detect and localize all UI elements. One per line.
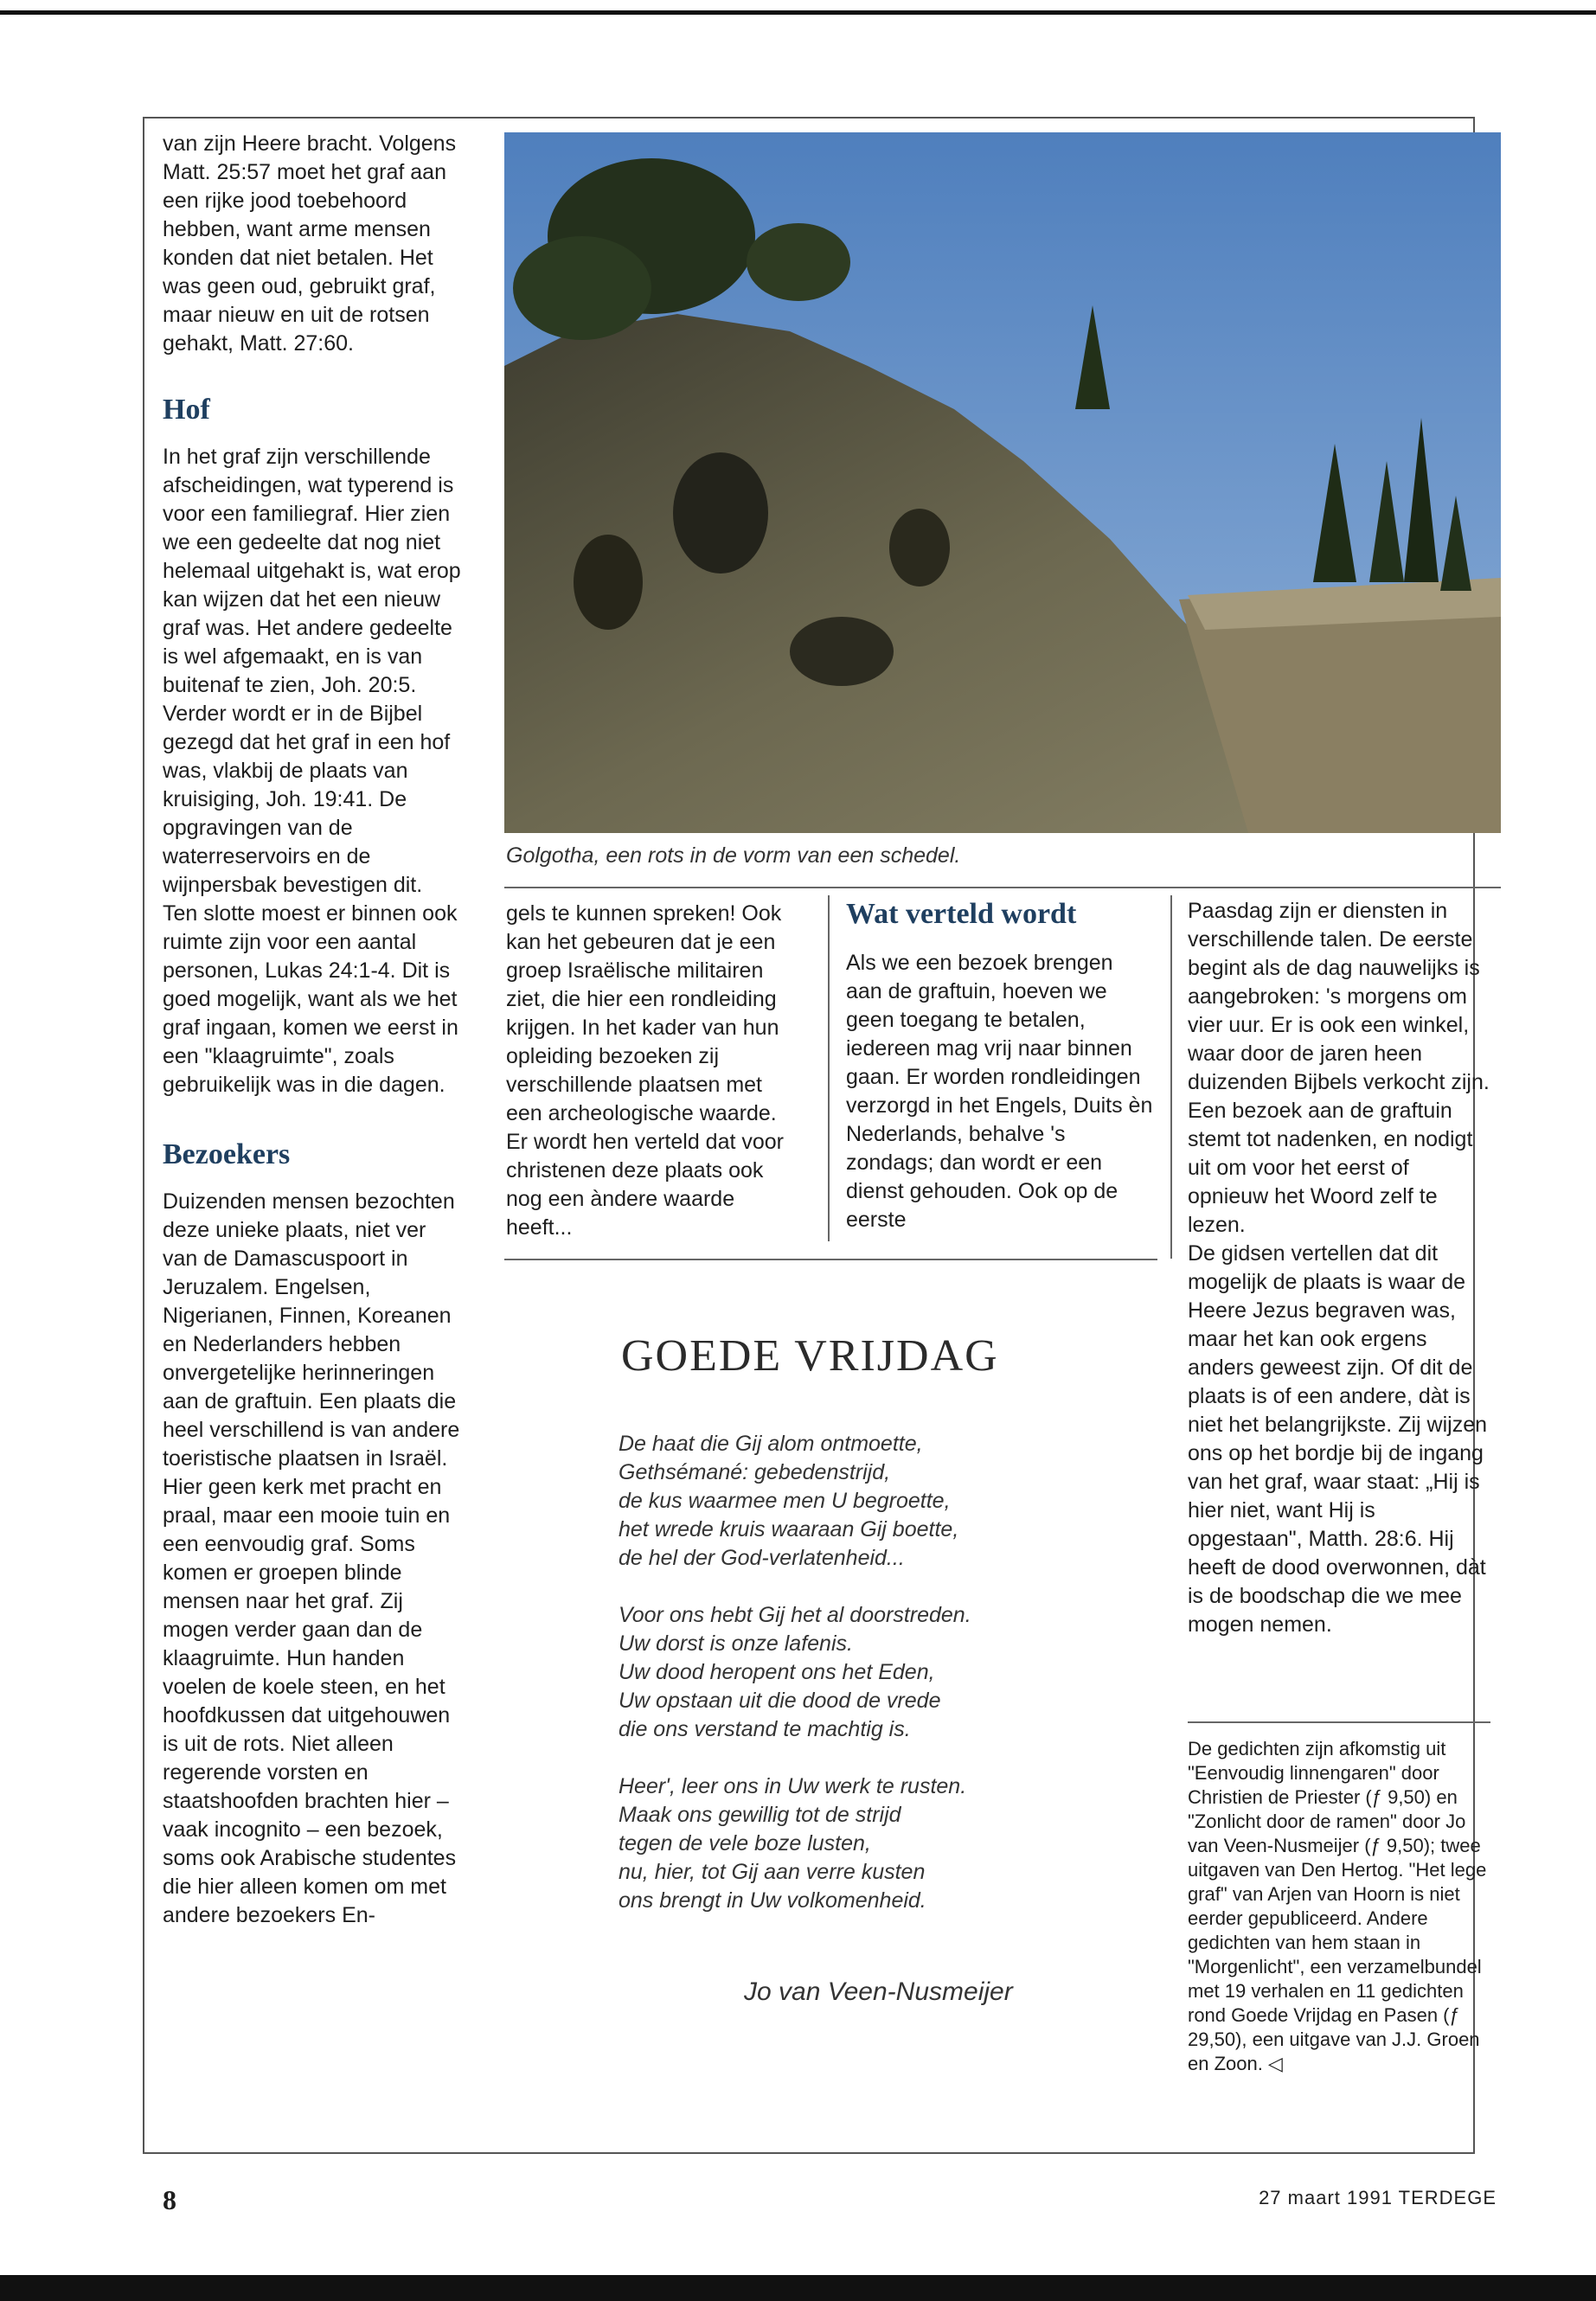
bezoekers-paragraph: Duizenden mensen bezochten deze unieke plaats, niet ver van de Damascuspoort in Jeruzalem. Engelsen, Nigerianen, Finnen, Koreanen en Nederlanders hebben onvergetelijke herinneringen aan de graftuin. Een plaats die heel verschillend is van andere toeristische plaatsen in Israël. Hier geen kerk met pracht en praal, maar een mooie tuin en een eenvoudig graf. Soms komen er groepen blinde mensen naar het graf. Zij mogen verder gaan dan de klaagruimte. Hun handen voelen de koele steen, en het hoofdkussen dat uitgehouwen is uit de rots. Niet alleen regerende vorsten en staatshoofden brachten hier – vaak incognito – een bezoek, soms ook Arabische studentes die hier alleen komen om met andere bezoekers En- [163,1189,460,1927]
poem-title: GOEDE VRIJDAG [621,1331,999,1381]
column-divider-3-4 [1170,895,1172,1259]
page-number: 8 [163,2184,176,2215]
poem-line: Gethsémané: gebedenstrijd, [619,1460,891,1484]
poem-author: Jo van Veen-Nusmeijer [744,1977,1013,2006]
poem-line: de hel der God-verlatenheid... [619,1546,905,1570]
poem-line: ons brengt in Uw volkomenheid. [619,1888,926,1913]
column-4-paragraph-1: Paasdag zijn er diensten in verschillende talen. De eerste begint als de dag nauwelijks is aangebroken: 's morgens om vier uur. Er is ook een winkel, waar door de jaren heen duizenden Bijbels verkocht zijn. Een bezoek aan de graftuin stemt tot nadenken, en nodigt uit om voor het eerst of opnieuw het Woord zelf te lezen. [1188,899,1490,1237]
heading-bezoekers: Bezoekers [163,1138,291,1170]
poem-line: Uw dorst is onze lafenis. [619,1631,853,1656]
hof-paragraph-2: Ten slotte moest er binnen ook ruimte zijn voor een aantal personen, Lukas 24:1-4. Dit is goed mogelijk, want als we het graf ingaan, komen we eerst in een "klaagruimte", zoals gebruikelijk was in die dagen. [163,901,458,1097]
poem-line: die ons verstand te machtig is. [619,1717,911,1741]
photo-caption: Golgotha, een rots in de vorm van een schedel. [506,843,961,868]
poem-line: De haat die Gij alom ontmoette, [619,1432,923,1456]
heading-wat-verteld-wordt: Wat verteld wordt [846,898,1077,930]
column-3 [846,897,1153,1234]
poem-sources-note: De gedichten zijn afkomstig uit "Eenvoudig linnengaren" door Christien de Priester (ƒ 9,50) en "Zonlicht door de ramen" door Jo van Veen-Nusmeijer (ƒ 9,50); twee uitgaven van Den Hertog. "Het lege graf" van Arjen van Hoorn is niet eerder gepubliceerd. Andere gedichten van hem staan in "Morgenlicht", een verzamelbundel met 19 verhalen en 11 gedichten rond Goede Vrijdag en Pasen (ƒ 29,50), een uitgave van J.J. Groen en Zoon. ◁ [1188,1738,1487,2074]
heading-hof: Hof [163,394,210,426]
publication-date: 27 maart 1991 TERDEGE [1259,2187,1497,2208]
poem-body [619,1430,1138,1944]
hof-paragraph-1: In het graf zijn verschillende afscheidingen, wat typerend is voor een familiegraf. Hier zien we een gedeelte dat nog niet helemaal uitgehakt is, wat erop kan wijzen dat het een nieuw graf was. Het andere gedeelte is wel afgemaakt, en is van buitenaf te zien, Joh. 20:5. Verder wordt er in de Bijbel gezegd dat het graf in een hof was, vlakbij de plaats van kruisiging, Joh. 19:41. De opgravingen van de waterreservoirs en de wijnpersbak bevestigen dit. [163,445,461,897]
column-1 [163,130,465,1930]
poem-line: nu, hier, tot Gij aan verre kusten [619,1860,926,1884]
poem-line: tegen de vele boze lusten, [619,1831,871,1856]
column-2-text: gels te kunnen spreken! Ook kan het gebeuren dat je een groep Israëlische militairen ziet, die hier een rondleiding krijgen. In het kader van hun opleiding bezoeken zij verschillende plaatsen met een archeologische waarde. Er wordt hen verteld dat voor christenen deze plaats ook nog een àndere waarde heeft... [506,901,784,1240]
poem-top-rule [504,1259,1157,1260]
poem-stanza-2 [619,1601,1138,1744]
poem-line: Voor ons hebt Gij het al doorstreden. [619,1603,971,1627]
top-rule [0,10,1596,15]
bottom-rule [0,2275,1596,2301]
poem-line: de kus waarmee men U begroette, [619,1489,951,1513]
poem-stanza-1 [619,1430,1138,1573]
poem-line: Maak ons gewillig tot de strijd [619,1803,901,1827]
column-4-paragraph-2: De gidsen vertellen dat dit mogelijk de plaats is waar de Heere Jezus begraven was, maar het kan ook ergens anders geweest zijn. Of dit de plaats is of een andere, dàt is niet het belangrijkste. Zij wijzen ons op het bordje bij de ingang van het graf, waar staat: „Hij is hier niet, want Hij is opgestaan", Matth. 28:6. Hij heeft de dood overwonnen, dàt is de boodschap die we mee mogen nemen. [1188,1241,1487,1637]
poem-stanza-3 [619,1772,1138,1915]
poem-line: Uw dood heropent ons het Eden, [619,1660,935,1684]
column-divider-2-3 [828,895,830,1241]
poem-line: Uw opstaan uit die dood de vrede [619,1689,941,1713]
caption-rule [504,887,1501,888]
poem-line: het wrede kruis waaraan Gij boette, [619,1517,959,1541]
footnote-rule [1188,1721,1490,1723]
column-4 [1188,897,1490,1639]
column-2 [506,900,800,1242]
column-3-text: Als we een bezoek brengen aan de graftuin, hoeven we geen toegang te betalen, iedereen mag vrij naar binnen gaan. Er worden rondleidingen verzorgd in het Engels, Duits èn Nederlands, behalve 's zondags; dan wordt er een dienst gehouden. Ook op de eerste [846,951,1153,1232]
intro-paragraph: van zijn Heere bracht. Volgens Matt. 25:57 moet het graf aan een rijke jood toebehoord hebben, want arme mensen konden dat niet betalen. Het was geen oud, gebruikt graf, maar nieuw en uit de rotsen gehakt, Matt. 27:60. [163,131,457,356]
golgotha-photo-image [504,132,1501,833]
golgotha-photo [504,132,1501,833]
poem-line: Heer', leer ons in Uw werk te rusten. [619,1774,967,1798]
